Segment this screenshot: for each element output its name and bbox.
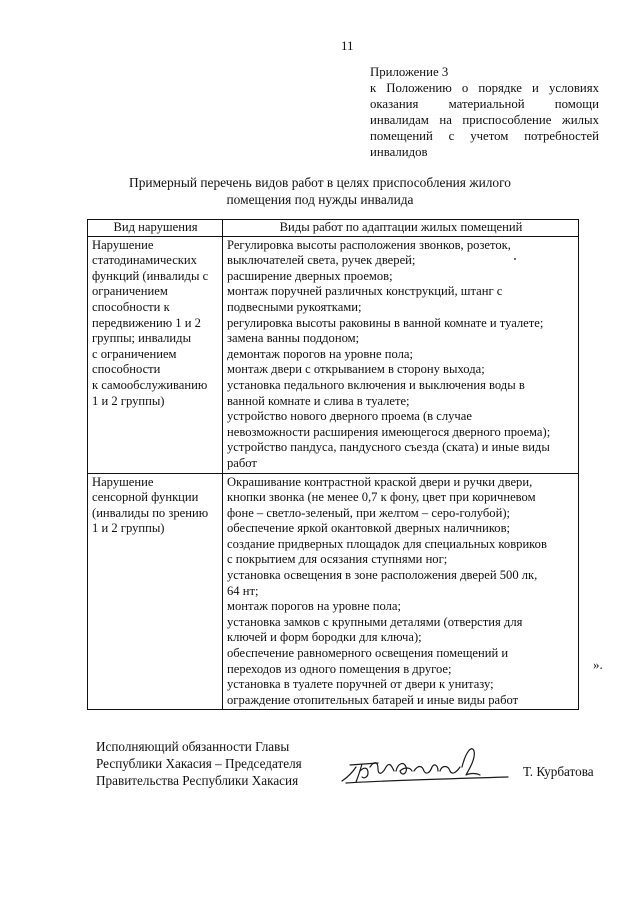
appendix-block: [370, 64, 599, 160]
position-line: Республики Хакасия – Председателя: [96, 756, 302, 771]
work-line: фоне – светло-зеленый, при желтом – серо-голубой);: [227, 505, 511, 520]
works-cell: [223, 473, 579, 710]
violation-type-cell: [88, 473, 223, 710]
signer-name: Т. Курбатова: [523, 764, 594, 779]
violation-type-line: статодинамических: [92, 253, 197, 268]
violation-type-line: Нарушение: [92, 474, 154, 489]
work-line: Регулировка высоты расположения звонков, розеток,: [227, 237, 511, 252]
work-line: выключателей света, ручек дверей;: [227, 253, 416, 268]
column-header-works: Виды работ по адаптации жилых помещений: [223, 220, 579, 237]
violation-type-line: способности к: [92, 299, 170, 314]
work-line: регулировка высоты раковины в ванной комнате и туалете;: [227, 315, 544, 330]
work-line: монтаж поручней различных конструкций, штанг с: [227, 284, 503, 299]
violation-type-line: ограничением: [92, 284, 168, 299]
work-line: подвесными рукоятками;: [227, 299, 362, 314]
violation-type-line: Нарушение: [92, 237, 154, 252]
violation-type-line: функций (инвалиды с: [92, 268, 209, 283]
violation-type-line: сенсорной функции: [92, 490, 199, 505]
violation-type-line: к самообслуживанию: [92, 377, 208, 392]
work-line: переходов из одного помещения в другое;: [227, 661, 452, 676]
work-line: ванной комнате и слива в туалете;: [227, 393, 410, 408]
column-header-violation: Вид нарушения: [88, 220, 223, 237]
violation-type-cell: [88, 236, 223, 473]
closing-quote: ».: [593, 657, 603, 672]
violation-type-line: способности: [92, 362, 161, 377]
work-line: с покрытием для осязания ступнями ног;: [227, 552, 448, 567]
work-line: ограждение отопительных батарей и иные виды работ: [227, 692, 519, 707]
work-line: устройство нового дверного проема (в случае: [227, 409, 472, 424]
work-line: замена ванны поддоном;: [227, 331, 360, 346]
signatory-position: [96, 738, 302, 789]
works-cell: [223, 236, 579, 473]
position-line: Исполняющий обязанности Главы: [96, 739, 290, 754]
table-row: [88, 236, 579, 473]
works-table: [87, 219, 579, 710]
work-line: установка в туалете поручней от двери к унитазу;: [227, 677, 494, 692]
violation-type-line: 1 и 2 группы): [92, 393, 165, 408]
work-line: кнопки звонка (не менее 0,7 к фону, цвет при коричневом: [227, 490, 536, 505]
table-row: [88, 473, 579, 710]
work-line: работ: [227, 455, 257, 470]
work-line: устройство пандуса, пандусного съезда (ската) и иные виды: [227, 440, 550, 455]
violation-type-line: (инвалиды по зрению: [92, 505, 209, 520]
work-line: 64 нт;: [227, 583, 259, 598]
work-line: демонтаж порогов на уровне пола;: [227, 346, 414, 361]
violation-type-line: с ограничением: [92, 346, 177, 361]
appendix-title: Приложение 3: [370, 65, 449, 79]
work-line: ключей и форм бородки для ключа);: [227, 630, 422, 645]
work-line: обеспечение яркой окантовкой дверных наличников;: [227, 521, 511, 536]
page-number: 11: [341, 38, 354, 53]
work-line: расширение дверных проемов;: [227, 268, 393, 283]
work-line: установка педального включения и выключения воды в: [227, 377, 525, 392]
handwritten-signature: [338, 737, 518, 787]
violation-type-line: группы; инвалиды: [92, 331, 192, 346]
work-line: установка замков с крупными деталями (отверстия для: [227, 614, 523, 629]
violation-type-line: 1 и 2 группы): [92, 521, 165, 536]
work-line: обеспечение равномерного освещения помещений и: [227, 646, 509, 661]
work-line: Окрашивание контрастной краской двери и ручки двери,: [227, 474, 533, 489]
position-line: Правительства Республики Хакасия: [96, 773, 299, 788]
appendix-text: к Положению о порядке и условиях оказания материальной помощи инвалидам на приспособление жилых помещений с учетом потребностей инвалидов: [370, 81, 599, 159]
work-line: создание придверных площадок для специальных ковриков: [227, 536, 547, 551]
document-heading: Примерный перечень видов работ в целях приспособления жилого помещения под нужды инвалида: [129, 175, 511, 207]
table-header-row: [88, 220, 579, 237]
work-line: установка освещения в зоне расположения дверей 500 лк,: [227, 568, 538, 583]
work-line: невозможности расширения имеющегося дверного проема);: [227, 424, 551, 439]
work-line: монтаж двери с открыванием в сторону выхода;: [227, 362, 485, 377]
work-line: монтаж порогов на уровне пола;: [227, 599, 402, 614]
violation-type-line: передвижению 1 и 2: [92, 315, 201, 330]
